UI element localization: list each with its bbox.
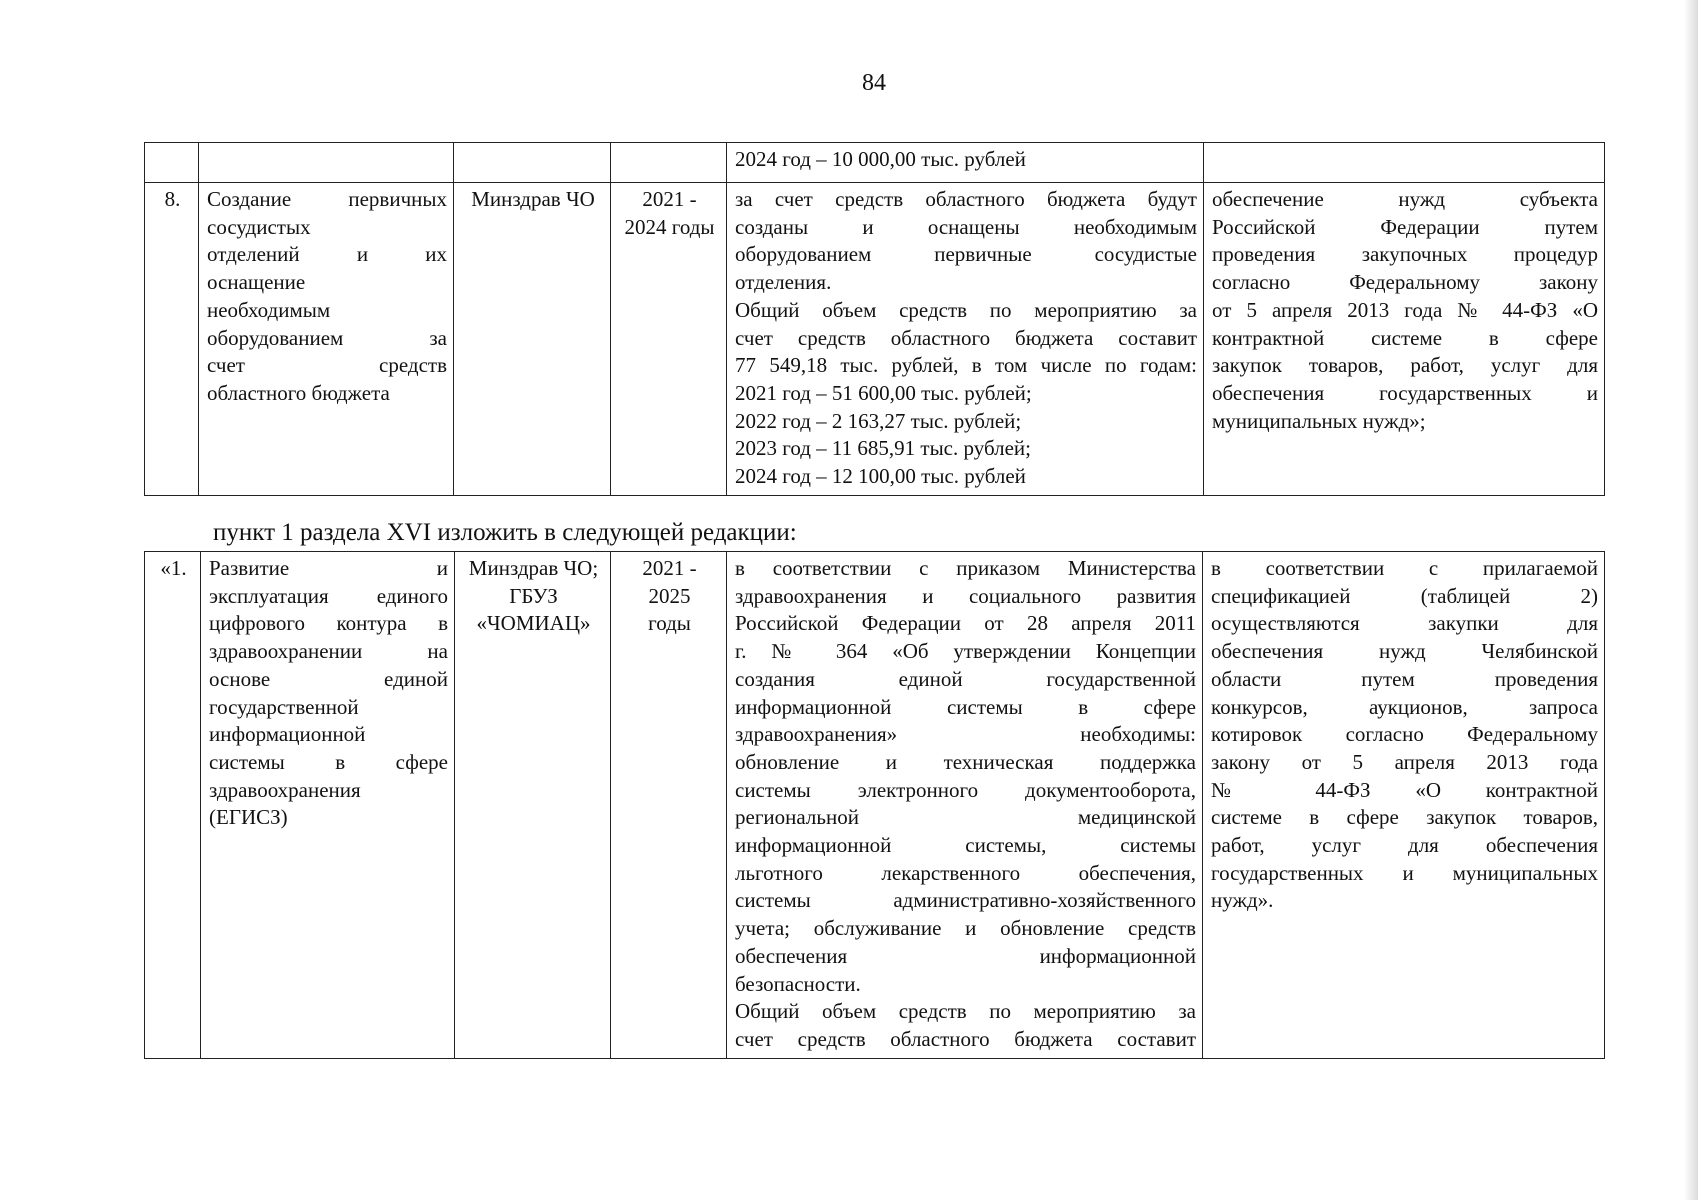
text-line: проведения закупочных процедур	[1212, 242, 1598, 267]
item-period	[611, 183, 727, 496]
text-line: создания единой государственной	[735, 666, 1196, 691]
text-line: Российской Федерации от 28 апреля 2011	[735, 611, 1196, 636]
text-line: системы в сфере	[209, 749, 448, 774]
text-line: отделения.	[735, 270, 832, 295]
item-description	[727, 552, 1203, 1059]
text-line: созданы и оснащены необходимым	[735, 214, 1197, 239]
text-line: системы административно-хозяйственного	[735, 888, 1196, 913]
item-number: «1.	[145, 552, 201, 1059]
text-line: информационной системы в сфере	[735, 694, 1196, 719]
text-line: 2021 -	[642, 187, 697, 211]
text-line: работ, услуг для обеспечения	[1211, 833, 1598, 858]
text-line: г. № 364 «Об утверждении Концепции	[735, 639, 1196, 664]
text-line: «ЧОМИАЦ»	[476, 611, 591, 636]
text-line: 2021 -	[642, 556, 697, 580]
item-executor	[455, 552, 611, 1059]
text-line: Минздрав ЧО;	[468, 556, 599, 580]
table-row	[145, 143, 1605, 183]
text-line: обеспечение нужд субъекта	[1212, 187, 1598, 211]
text-line: конкурсов, аукционов, запроса	[1211, 694, 1598, 719]
text-line: в соответствии с прилагаемой	[1211, 556, 1598, 580]
text-line: региональной медицинской	[735, 805, 1196, 830]
text-line: Общий объем средств по мероприятию за	[735, 999, 1196, 1024]
text-line: № 44-ФЗ «О контрактной	[1211, 777, 1598, 802]
text-line: счет средств областного бюджета составит	[735, 1026, 1196, 1051]
text-line: области путем проведения	[1211, 666, 1598, 691]
item-period	[611, 552, 727, 1059]
text-line: государственных и муниципальных	[1211, 860, 1598, 885]
row-result-cell	[727, 143, 1204, 183]
text-line: 2023 год – 11 685,91 тыс. рублей;	[735, 436, 1031, 461]
text-line: счет средств	[207, 353, 447, 378]
text-line: Создание первичных	[207, 187, 447, 211]
item-name	[201, 552, 455, 1059]
text-line: сосудистых	[207, 214, 311, 239]
text-line: цифрового контура в	[209, 611, 448, 636]
text-line: Развитие и	[209, 556, 448, 580]
text-line: закупок товаров, работ, услуг для	[1212, 353, 1598, 378]
text-line: годы	[648, 611, 691, 636]
table-row	[145, 183, 1605, 496]
text-line: 2022 год – 2 163,27 тыс. рублей;	[735, 408, 1022, 433]
text-line: необходимым	[207, 297, 331, 322]
text-line: обеспечения нужд Челябинской	[1211, 639, 1598, 664]
text-line: основе единой	[209, 666, 448, 691]
text-line: отделений и их	[207, 242, 447, 267]
text-line: льготного лекарственного обеспечения,	[735, 860, 1196, 885]
text-line: осуществляются закупки для	[1211, 611, 1598, 636]
text-line: 2021 год – 51 600,00 тыс. рублей;	[735, 380, 1032, 405]
item-number: 8.	[145, 183, 199, 496]
text-line: оборудованием первичные сосудистые	[735, 242, 1197, 267]
text-line: (ЕГИСЗ)	[209, 805, 288, 830]
text-line: 2024 год – 12 100,00 тыс. рублей	[735, 464, 1026, 489]
measures-table-continued	[144, 142, 1605, 496]
scan-edge-shadow	[1684, 0, 1698, 1200]
item-mechanism	[1203, 552, 1605, 1059]
text-line: 2024 годы	[624, 214, 715, 239]
item-mechanism	[1204, 183, 1605, 496]
text-line: согласно Федеральному закону	[1212, 270, 1598, 295]
text-line: 77 549,18 тыс. рублей, в том числе по годам:	[735, 353, 1197, 378]
text-line: Общий объем средств по мероприятию за	[735, 297, 1197, 322]
text-line: ГБУЗ	[509, 583, 558, 608]
text-line: оснащение	[207, 270, 306, 295]
text-line: муниципальных нужд»;	[1212, 408, 1426, 433]
text-line: учета; обслуживание и обновление средств	[735, 916, 1196, 941]
text-line: системе в сфере закупок товаров,	[1211, 805, 1598, 830]
text-line: здравоохранения	[209, 777, 361, 802]
text-line: обеспечения государственных и	[1212, 380, 1598, 405]
text-line: 2024 год – 10 000,00 тыс. рублей	[735, 147, 1026, 171]
text-line: здравоохранении на	[209, 639, 448, 664]
text-line: безопасности.	[735, 971, 861, 996]
text-line: государственной	[209, 694, 359, 719]
page-number: 84	[862, 70, 886, 96]
text-line: нужд».	[1211, 888, 1274, 913]
amendment-instruction: пункт 1 раздела XVI изложить в следующей редакции:	[213, 519, 797, 546]
measures-table-section-xvi	[144, 551, 1605, 1059]
text-line: в соответствии с приказом Министерства	[735, 556, 1196, 580]
text-line: за счет средств областного бюджета будут	[735, 187, 1197, 211]
text-line: обновление и техническая поддержка	[735, 749, 1196, 774]
item-description	[727, 183, 1204, 496]
text-line: Российской Федерации путем	[1212, 214, 1598, 239]
text-line: закону от 5 апреля 2013 года	[1211, 749, 1598, 774]
text-line: от 5 апреля 2013 года № 44-ФЗ «О	[1212, 297, 1598, 322]
text-line: счет средств областного бюджета составит	[735, 325, 1197, 350]
text-line: обеспечения информационной	[735, 943, 1196, 968]
text-line: контрактной системе в сфере	[1212, 325, 1598, 350]
text-line: информационной системы, системы	[735, 833, 1196, 858]
text-line: системы электронного документооборота,	[735, 777, 1196, 802]
text-line: эксплуатация единого	[209, 583, 448, 608]
item-executor: Минздрав ЧО	[454, 183, 611, 496]
item-name	[199, 183, 454, 496]
text-line: информационной	[209, 722, 366, 747]
text-line: 2025	[648, 583, 691, 608]
text-line: здравоохранения» необходимы:	[735, 722, 1196, 747]
text-line: областного бюджета	[207, 380, 390, 405]
table-row	[145, 552, 1605, 1059]
text-line: здравоохранения и социального развития	[735, 583, 1196, 608]
text-line: оборудованием за	[207, 325, 447, 350]
text-line: котировок согласно Федеральному	[1211, 722, 1598, 747]
text-line: спецификацией (таблицей 2)	[1211, 583, 1598, 608]
